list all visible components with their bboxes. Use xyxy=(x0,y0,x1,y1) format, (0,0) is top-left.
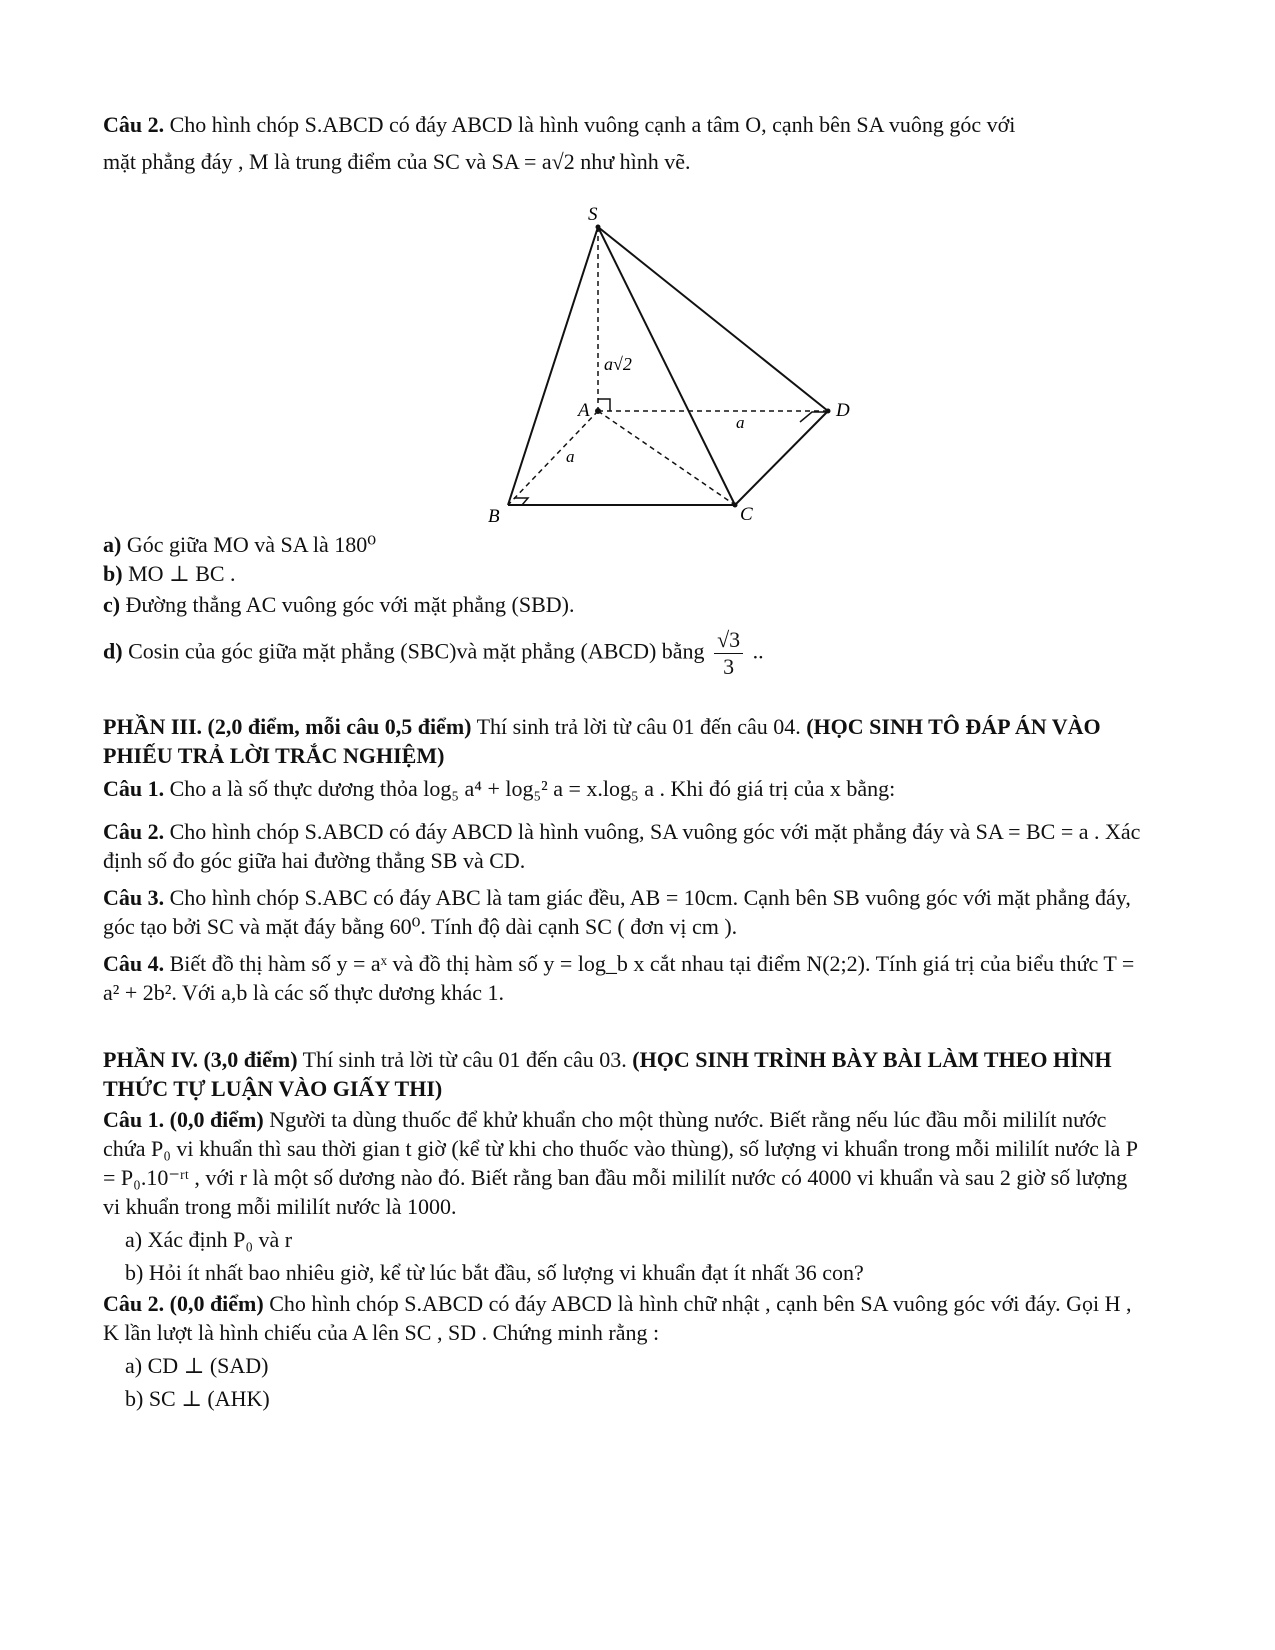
point-c xyxy=(733,503,738,508)
statement-b xyxy=(103,559,1148,588)
part-3-q2-text: Cho hình chóp S.ABCD có đáy ABCD là hình vuông, SA vuông góc với mặt phẳng đáy và SA = BC = a . Xác định số đo góc giữa hai đường thẳng SB và CD. xyxy=(103,819,1141,873)
statement-b-text: MO ⊥ BC . xyxy=(122,561,236,586)
statement-a-key: a) xyxy=(103,532,122,557)
part-4-block xyxy=(103,1045,1148,1413)
part-3-q2 xyxy=(103,817,1148,875)
label-s: S xyxy=(588,204,598,225)
statement-d-text: Cosin của góc giữa mặt phẳng (SBC)và mặt phẳng (ABCD) bằng xyxy=(122,638,705,664)
label-d: D xyxy=(836,400,850,421)
label-ab-length: a xyxy=(566,447,575,466)
q2-label: Câu 2. xyxy=(103,112,165,137)
statement-d xyxy=(103,627,1148,680)
part-3-heading: PHẦN III. (2,0 điểm, mỗi câu 0,5 điểm) xyxy=(103,714,472,739)
statement-c xyxy=(103,590,1148,619)
question-2-block xyxy=(103,110,1148,176)
statement-d-tail: .. xyxy=(747,638,764,664)
part-4-instruction: (HỌC SINH TRÌNH BÀY BÀI LÀM THEO HÌNH THỨC TỰ LUẬN VÀO GIẤY THI) xyxy=(103,1047,1112,1101)
part-4-q1-text: Người ta dùng thuốc để khử khuẩn cho một thùng nước. Biết rằng nếu lúc đầu mỗi mililít nước chứa P₀ vi khuẩn thì sau thời gian t giờ (kể từ khi cho thuốc vào thùng), số lượng vi khuẩn trong mỗi mililít nước là P = P₀.10⁻ʳᵗ , với r là một số dương nào đó. Biết rằng ban đầu mỗi mililít nước có 4000 vi khuẩn và sau 2 giờ số lượng vi khuẩn trong mỗi mililít nước là 1000. xyxy=(103,1107,1138,1219)
q2-line-1 xyxy=(103,110,1148,139)
part-3-q4-text: Biết đồ thị hàm số y = aˣ và đồ thị hàm số y = log_b x cắt nhau tại điểm N(2;2). Tính giá trị của biểu thức T = a² + 2b². Với a,b là các số thực dương khác 1. xyxy=(103,951,1135,1005)
point-d xyxy=(826,409,831,414)
part-4-intro: Thí sinh trả lời từ câu 01 đến câu 03. xyxy=(297,1047,633,1072)
part-4-q2-label: Câu 2. (0,0 điểm) xyxy=(103,1291,264,1316)
fraction-sqrt3-over-3 xyxy=(714,627,743,680)
diagonal-ac xyxy=(598,411,735,505)
edge-sb xyxy=(508,227,598,505)
part-4-q2-sub-b: b) SC ⊥ (AHK) xyxy=(125,1386,270,1411)
edge-ab xyxy=(508,411,598,505)
statement-b-key: b) xyxy=(103,561,123,586)
part-3-intro: Thí sinh trả lời từ câu 01 đến câu 04. xyxy=(471,714,807,739)
q2-text-b: mặt phẳng đáy , M là trung điểm của SC và SA = a√2 như hình vẽ. xyxy=(103,149,691,174)
label-height: a√2 xyxy=(604,354,632,374)
statement-d-key: d) xyxy=(103,638,123,664)
part-3-instruction: (HỌC SINH TÔ ĐÁP ÁN VÀO PHIẾU TRẢ LỜI TRẮC NGHIỆM) xyxy=(103,714,1101,768)
statement-a-text: Góc giữa MO và SA là 180⁰ xyxy=(121,532,377,557)
part-3-q3-label: Câu 3. xyxy=(103,885,165,910)
part-4-q1-sub-a: a) Xác định P₀ và r xyxy=(125,1227,293,1252)
part-4-q1 xyxy=(103,1105,1148,1221)
part-4-q2 xyxy=(103,1289,1148,1347)
statement-c-text: Đường thẳng AC vuông góc với mặt phẳng (SBD). xyxy=(120,592,575,617)
part-4-q2-text: Cho hình chóp S.ABCD có đáy ABCD là hình chữ nhật , cạnh bên SA vuông góc với đáy. Gọi H , K lần lượt là hình chiếu của A lên SC , SD . Chứng minh rằng : xyxy=(103,1291,1132,1345)
frac-denominator: 3 xyxy=(723,654,735,679)
part-3-q1 xyxy=(103,774,1148,803)
point-s xyxy=(596,225,601,230)
part-3-q2-label: Câu 2. xyxy=(103,819,165,844)
statement-c-key: c) xyxy=(103,592,121,617)
part-4-q1-sub-b: b) Hỏi ít nhất bao nhiêu giờ, kể từ lúc bắt đầu, số lượng vi khuẩn đạt ít nhất 36 con? xyxy=(125,1260,864,1285)
pyramid-figure xyxy=(470,200,870,530)
part-3-q1-text: Cho a là số thực dương thỏa log₅ a⁴ + log₅² a = x.log₅ a . Khi đó giá trị của x bằng: xyxy=(164,776,896,801)
part-3-q1-label: Câu 1. xyxy=(103,776,165,801)
right-angle-b xyxy=(514,498,528,505)
part-3-block xyxy=(103,712,1148,1007)
part-3-q3 xyxy=(103,883,1148,941)
label-a: A xyxy=(578,400,590,421)
statements-block xyxy=(103,530,1148,680)
part-4-q2-sub-a: a) CD ⊥ (SAD) xyxy=(125,1353,269,1378)
part-4-q1-label: Câu 1. (0,0 điểm) xyxy=(103,1107,264,1132)
part-4-heading: PHẦN IV. (3,0 điểm) xyxy=(103,1047,298,1072)
part-3-q4 xyxy=(103,949,1148,1007)
part-3-q4-label: Câu 4. xyxy=(103,951,165,976)
edge-cd xyxy=(735,411,828,505)
part-3-header xyxy=(103,712,1148,770)
point-a xyxy=(595,408,601,414)
label-c: C xyxy=(740,504,753,525)
statement-a xyxy=(103,530,1148,559)
part-4-header xyxy=(103,1045,1148,1103)
label-b: B xyxy=(488,506,500,527)
edge-sd xyxy=(598,227,828,411)
part-3-q3-text: Cho hình chóp S.ABC có đáy ABC là tam giác đều, AB = 10cm. Cạnh bên SB vuông góc với mặt phẳng đáy, góc tạo bởi SC và mặt đáy bằng 60⁰. Tính độ dài cạnh SC ( đơn vị cm ). xyxy=(103,885,1131,939)
label-ad-length: a xyxy=(736,413,745,432)
frac-numerator: √3 xyxy=(714,627,743,654)
q2-text-a: Cho hình chóp S.ABCD có đáy ABCD là hình vuông cạnh a tâm O, cạnh bên SA vuông góc với xyxy=(164,112,1016,137)
